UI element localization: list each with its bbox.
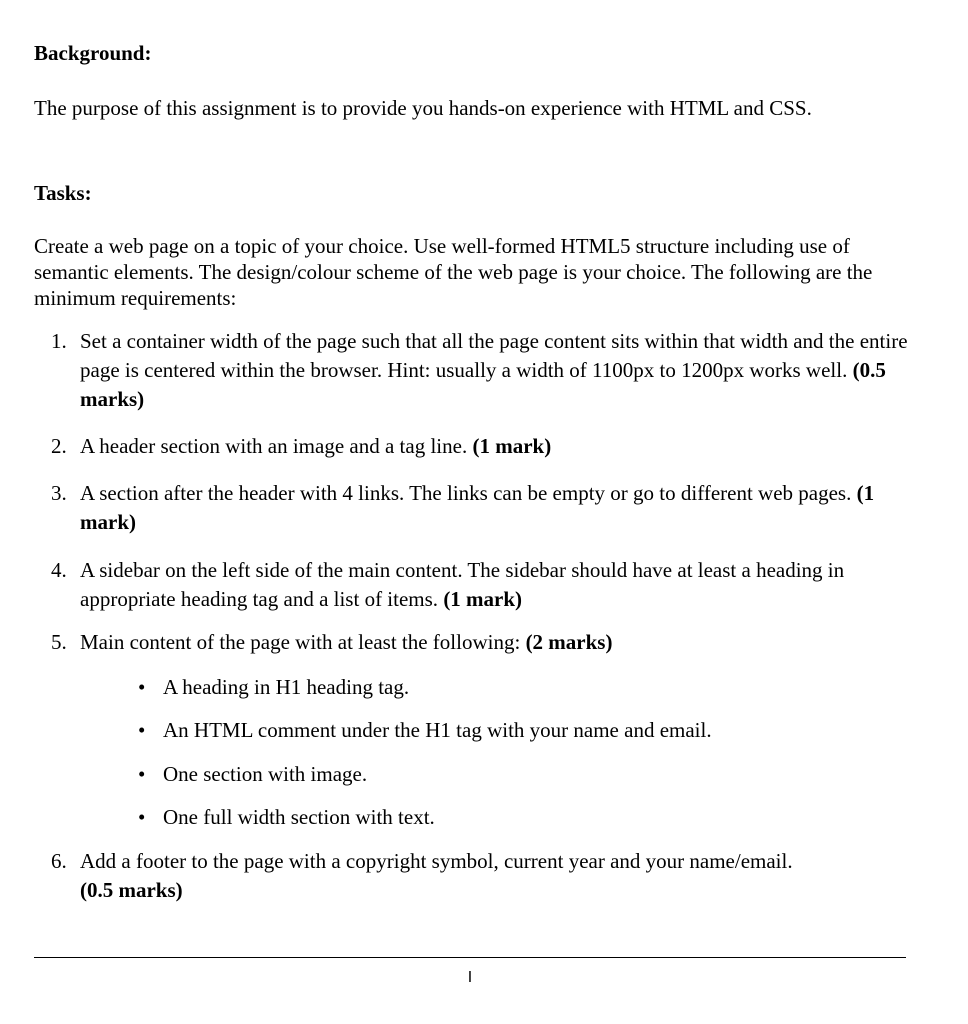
task-marks-4: (1 mark) — [443, 587, 523, 611]
task-text-3: A section after the header with 4 links. The links can be empty or go to different web pages. — [80, 481, 852, 505]
background-heading: Background: — [34, 41, 152, 65]
task-text-5: Main content of the page with at least the following: — [80, 630, 521, 654]
task-text-2: A header section with an image and a tag line. — [80, 434, 468, 458]
task-number-2: 2. — [51, 434, 67, 458]
task-item-6 — [51, 847, 911, 905]
bullet-item — [138, 674, 898, 700]
bullet-item — [138, 761, 898, 787]
task-item-2 — [51, 432, 911, 461]
page-number: I — [467, 969, 473, 986]
bullet-icon: • — [138, 762, 146, 786]
task-text-1: Set a container width of the page such that all the page content sits within that width and the entire page is centered within the browser. Hint: usually a width of 1100px to 1200px works well. — [80, 329, 908, 382]
document-page — [34, 0, 914, 1024]
bullet-text: One section with image. — [163, 762, 368, 786]
task-item-5 — [51, 628, 911, 657]
task-text-4: A sidebar on the left side of the main content. The sidebar should have at least a heading in appropriate heading tag and a list of items. — [80, 558, 845, 611]
tasks-heading: Tasks: — [34, 181, 92, 205]
background-text: The purpose of this assignment is to provide you hands-on experience with HTML and CSS. — [34, 96, 812, 120]
footer-divider — [34, 957, 906, 958]
task-number-3: 3. — [51, 481, 67, 505]
task-marks-5: (2 marks) — [525, 630, 613, 654]
task-marks-3: (1 mark) — [80, 481, 875, 534]
bullet-item — [138, 717, 898, 743]
task-marks-6: (0.5 marks) — [80, 878, 183, 902]
tasks-intro: Create a web page on a topic of your choice. Use well-formed HTML5 structure including use of semantic elements. The design/colour scheme of the web page is your choice. The following are the minimum requirements: — [34, 234, 873, 310]
task-item-3 — [51, 479, 911, 537]
task-number-5: 5. — [51, 630, 67, 654]
bullet-icon: • — [138, 675, 146, 699]
bullet-text: A heading in H1 heading tag. — [163, 675, 410, 699]
bullet-icon: • — [138, 805, 146, 829]
task-text-6: Add a footer to the page with a copyright symbol, current year and your name/email. — [80, 849, 793, 873]
bullet-text: One full width section with text. — [163, 805, 435, 829]
task-item-1 — [51, 327, 911, 414]
task-number-4: 4. — [51, 558, 67, 582]
task-item-4 — [51, 556, 911, 614]
task-marks-2: (1 mark) — [472, 434, 552, 458]
bullet-icon: • — [138, 718, 146, 742]
bullet-text: An HTML comment under the H1 tag with your name and email. — [163, 718, 712, 742]
bullet-item — [138, 804, 898, 830]
task-number-1: 1. — [51, 329, 67, 353]
task-marks-1: (0.5 marks) — [80, 358, 886, 411]
task-number-6: 6. — [51, 849, 67, 873]
